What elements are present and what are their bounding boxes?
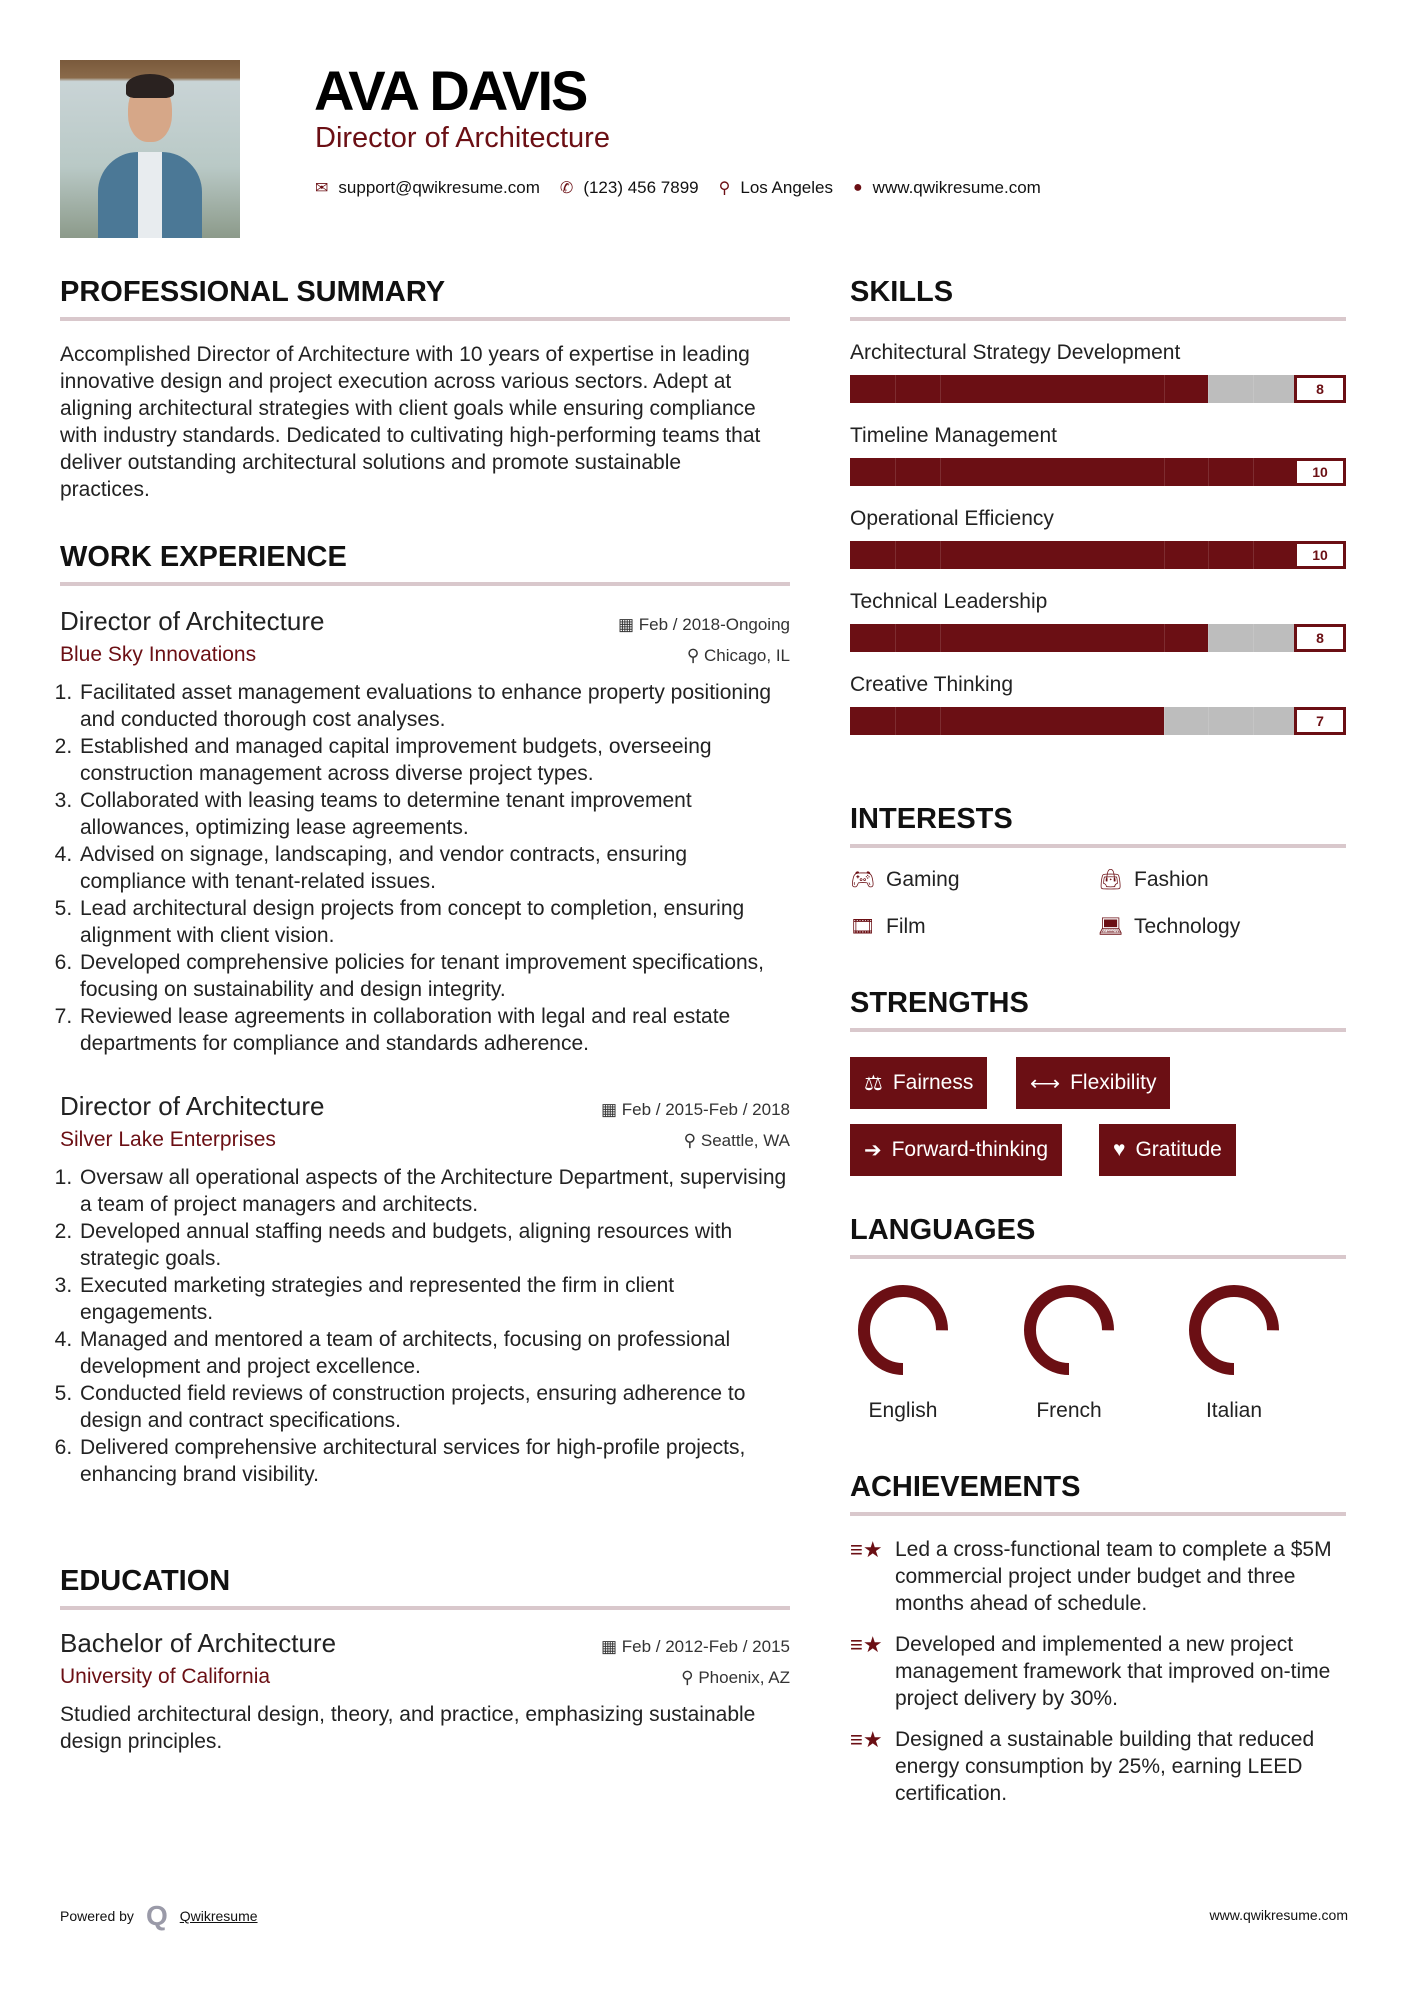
arrows-horizontal-icon: ⟷ — [1030, 1071, 1061, 1095]
brand-link[interactable]: Qwikresume — [179, 1908, 258, 1924]
divider — [850, 1255, 1346, 1259]
skill-name: Timeline Management — [850, 424, 1057, 447]
skill-bar — [850, 458, 1346, 486]
globe-icon: ● — [853, 179, 863, 196]
education-section — [60, 1565, 790, 1755]
skill-bar — [850, 624, 1346, 652]
divider — [60, 317, 790, 321]
section-heading: INTERESTS — [850, 803, 1013, 835]
skill-name: Architectural Strategy Development — [850, 341, 1181, 364]
section-heading: PROFESSIONAL SUMMARY — [60, 276, 446, 308]
summary-text: Accomplished Director of Architecture with 10 years of expertise in leading innovative design and project execution across various sectors. Adept at aligning architectural strategies with client goals while ensuring compliance with industry standards. Dedicated to cultivating high-performing teams that deliver outstanding architectural solutions and promote sustainable practices. — [60, 343, 761, 501]
heart-icon: ♥ — [1113, 1138, 1126, 1161]
segment-divider — [1253, 541, 1254, 569]
summary-section — [60, 276, 790, 503]
segment-divider — [895, 541, 896, 569]
gamepad-icon: 🎮︎ — [850, 869, 876, 891]
company-name: Silver Lake Enterprises — [60, 1128, 276, 1151]
skill-track — [850, 541, 1298, 569]
divider — [60, 1606, 790, 1610]
list-item: 3. Executed marketing strategies and represented the firm in client engagements. — [78, 1272, 790, 1326]
strengths-section — [850, 987, 1346, 1187]
calendar-icon: ▦ — [617, 615, 639, 634]
degree: Bachelor of Architecture — [60, 1628, 337, 1658]
pin-icon: ⚲ — [681, 1668, 699, 1687]
job-entry — [60, 1091, 790, 1488]
skill-track — [850, 375, 1298, 403]
segment-divider — [940, 541, 941, 569]
education-date: Feb / 2012-Feb / 2015 — [621, 1637, 790, 1656]
segment-divider — [895, 375, 896, 403]
skill-name: Operational Efficiency — [850, 507, 1054, 530]
candidate-name: AVA DAVIS — [314, 59, 587, 122]
film-icon: 🎞︎ — [850, 916, 876, 938]
laptop-icon: 💻︎ — [1098, 916, 1124, 938]
job-location: Seattle, WA — [700, 1131, 790, 1150]
list-item: 1. Oversaw all operational aspects of the Architecture Department, supervising a team of project managers and architects. — [78, 1164, 790, 1218]
list-item: 6. Developed comprehensive policies for tenant improvement specifications, focusing on sustainability and design integrity. — [78, 949, 790, 1003]
envelope-icon: ✉ — [315, 180, 329, 197]
segment-divider — [1164, 707, 1165, 735]
segment-divider — [1253, 707, 1254, 735]
segment-divider — [1208, 458, 1209, 486]
interest-gaming: 🎮︎ Gaming — [850, 867, 960, 891]
list-item: 3. Collaborated with leasing teams to determine tenant improvement allowances, optimizing lease agreements. — [78, 787, 790, 841]
divider — [60, 582, 790, 586]
calendar-icon: ▦ — [600, 1100, 622, 1119]
language-name: English — [868, 1399, 938, 1422]
divider — [850, 1512, 1346, 1516]
segment-divider — [1208, 624, 1209, 652]
language-item — [833, 1282, 973, 1423]
powered-by-label: Powered by — [60, 1908, 134, 1924]
divider — [850, 844, 1346, 848]
segment-divider — [895, 458, 896, 486]
website[interactable]: www.qwikresume.com — [872, 178, 1041, 197]
divider — [850, 1028, 1346, 1032]
skill-fill — [850, 541, 1298, 569]
interests-section — [850, 803, 1346, 953]
skill-fill — [850, 375, 1208, 403]
shooting-star-icon: ≡★ — [850, 1727, 883, 1752]
experience-section — [60, 541, 790, 1488]
pin-icon: ⚲ — [683, 1131, 701, 1150]
skill-track — [850, 624, 1298, 652]
location: Los Angeles — [740, 178, 833, 197]
strength-fairness: ⚖ Fairness — [850, 1057, 987, 1109]
list-item: 2. Established and managed capital improvement budgets, overseeing construction management across diverse project types. — [78, 733, 790, 787]
skill-bar — [850, 375, 1346, 403]
language-progress-ring — [1186, 1282, 1282, 1378]
shopping-bag-icon: 👜︎ — [1098, 869, 1124, 891]
company-name: Blue Sky Innovations — [60, 643, 257, 666]
section-heading: ACHIEVEMENTS — [850, 1471, 1081, 1503]
segment-divider — [1208, 707, 1209, 735]
section-heading: WORK EXPERIENCE — [60, 541, 347, 573]
language-progress-ring — [855, 1282, 951, 1378]
job-title: Director of Architecture — [60, 1091, 325, 1121]
achievement-text: Designed a sustainable building that reduced energy consumption by 25%, earning LEED certification. — [895, 1728, 1315, 1805]
skill-bar — [850, 541, 1346, 569]
segment-divider — [895, 707, 896, 735]
arrow-right-icon: ➔ — [864, 1138, 882, 1162]
list-item: 1. Facilitated asset management evaluations to enhance property positioning and conducted thorough cost analyses. — [78, 679, 790, 733]
interest-fashion: 👜︎ Fashion — [1098, 867, 1209, 891]
strength-gratitude: ♥ Gratitude — [1099, 1124, 1236, 1176]
skill-item — [850, 673, 1346, 735]
job-entry — [60, 606, 790, 1057]
footer-website[interactable]: www.qwikresume.com — [1209, 1907, 1348, 1923]
list-item: 4. Advised on signage, landscaping, and vendor contracts, ensuring compliance with tenant-related issues. — [78, 841, 790, 895]
list-item: 5. Conducted field reviews of construction projects, ensuring adherence to design and contract specifications. — [78, 1380, 790, 1434]
segment-divider — [1164, 458, 1165, 486]
school: University of California — [60, 1665, 271, 1688]
list-item: 7. Reviewed lease agreements in collaboration with legal and real estate departments for compliance and standards adherence. — [78, 1003, 790, 1057]
job-title: Director of Architecture — [60, 606, 325, 636]
interest-technology: 💻︎ Technology — [1098, 914, 1241, 938]
skill-name: Creative Thinking — [850, 673, 1014, 696]
segment-divider — [940, 707, 941, 735]
phone-icon: ✆ — [559, 180, 574, 197]
segment-divider — [940, 375, 941, 403]
shooting-star-icon: ≡★ — [850, 1537, 883, 1562]
segment-divider — [1208, 541, 1209, 569]
segment-divider — [940, 458, 941, 486]
segment-divider — [1253, 458, 1254, 486]
skill-item — [850, 341, 1346, 403]
phone: (123) 456 7899 — [583, 178, 699, 197]
segment-divider — [1164, 541, 1165, 569]
language-progress-ring — [1021, 1282, 1117, 1378]
skills-section — [850, 276, 1346, 756]
strength-forward-thinking: ➔ Forward-thinking — [850, 1124, 1062, 1176]
skill-item — [850, 590, 1346, 652]
language-item — [999, 1282, 1139, 1423]
job-date: Feb / 2018-Ongoing — [638, 615, 790, 634]
job-location: Chicago, IL — [704, 646, 790, 665]
segment-divider — [1253, 375, 1254, 403]
job-date: Feb / 2015-Feb / 2018 — [621, 1100, 790, 1119]
skill-level: 8 — [1294, 375, 1346, 403]
list-item: 2. Developed annual staffing needs and budgets, aligning resources with strategic goals. — [78, 1218, 790, 1272]
languages-section — [850, 1214, 1346, 1434]
skill-fill — [850, 707, 1164, 735]
skill-bar — [850, 707, 1346, 735]
list-item: 4. Managed and mentored a team of architects, focusing on professional development and project excellence. — [78, 1326, 790, 1380]
calendar-icon: ▦ — [600, 1637, 622, 1656]
divider — [850, 317, 1346, 321]
segment-divider — [940, 624, 941, 652]
achievement-text: Developed and implemented a new project management framework that improved on-time project delivery by 30%. — [895, 1633, 1331, 1710]
job-bullets — [60, 679, 790, 1057]
candidate-title: Director of Architecture — [315, 122, 610, 154]
skill-item — [850, 507, 1346, 569]
list-item: 5. Lead architectural design projects from concept to completion, ensuring alignment with client vision. — [78, 895, 790, 949]
section-heading: LANGUAGES — [850, 1214, 1036, 1246]
list-item: 6. Delivered comprehensive architectural services for high-profile projects, enhancing brand visibility. — [78, 1434, 790, 1488]
skill-level: 10 — [1294, 458, 1346, 486]
segment-divider — [1164, 375, 1165, 403]
skill-track — [850, 707, 1298, 735]
qwikresume-logo-icon: Q — [145, 1900, 168, 1931]
skill-fill — [850, 458, 1298, 486]
strength-flexibility: ⟷ Flexibility — [1016, 1057, 1170, 1109]
education-description: Studied architectural design, theory, and practice, emphasizing sustainable design principles. — [60, 1703, 756, 1753]
segment-divider — [895, 624, 896, 652]
section-heading: SKILLS — [850, 276, 954, 308]
achievement-item — [850, 1726, 1346, 1807]
email[interactable]: support@qwikresume.com — [338, 178, 540, 197]
skill-level: 7 — [1294, 707, 1346, 735]
segment-divider — [1208, 375, 1209, 403]
profile-photo — [60, 60, 240, 238]
balance-scale-icon: ⚖ — [864, 1071, 883, 1095]
footer-powered — [60, 1900, 258, 1932]
skill-level: 8 — [1294, 624, 1346, 652]
skill-item — [850, 424, 1346, 486]
language-name: Italian — [1205, 1399, 1263, 1422]
section-heading: EDUCATION — [60, 1565, 231, 1597]
skill-fill — [850, 624, 1208, 652]
skill-track — [850, 458, 1298, 486]
skill-name: Technical Leadership — [850, 590, 1048, 613]
section-heading: STRENGTHS — [850, 987, 1029, 1019]
skill-level: 10 — [1294, 541, 1346, 569]
language-name: French — [1036, 1399, 1102, 1422]
achievement-text: Led a cross-functional team to complete a $5M commercial project under budget and three months ahead of schedule. — [895, 1538, 1332, 1615]
achievement-item — [850, 1536, 1346, 1617]
interest-film: 🎞︎ Film — [850, 914, 926, 938]
achievements-section — [850, 1471, 1346, 1821]
contact-bar — [315, 178, 1061, 198]
map-pin-icon: ⚲ — [718, 180, 731, 197]
segment-divider — [1164, 624, 1165, 652]
shooting-star-icon: ≡★ — [850, 1632, 883, 1657]
achievement-item — [850, 1631, 1346, 1712]
pin-icon: ⚲ — [686, 646, 704, 665]
job-bullets — [60, 1164, 790, 1488]
education-location: Phoenix, AZ — [698, 1668, 790, 1687]
language-item — [1164, 1282, 1304, 1423]
segment-divider — [1253, 624, 1254, 652]
